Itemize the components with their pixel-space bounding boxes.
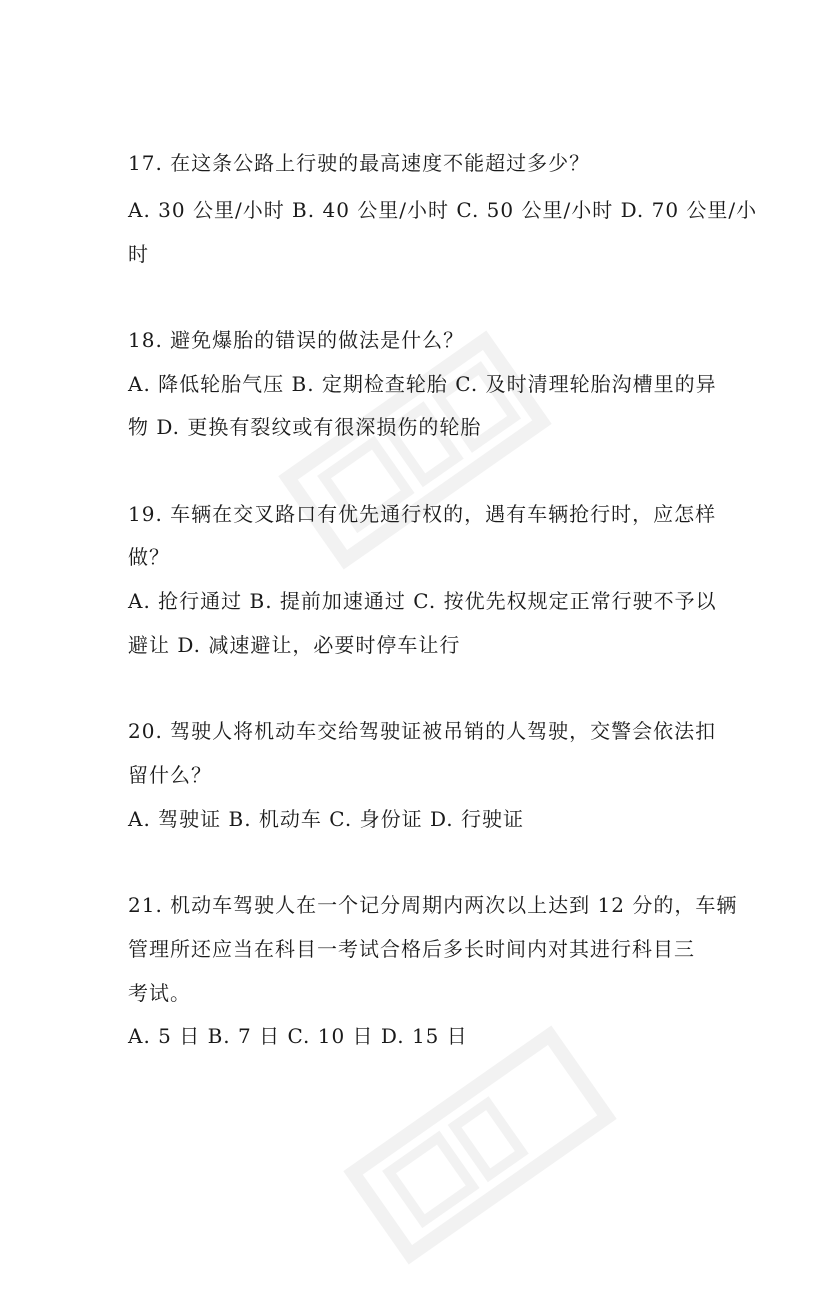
question-21-options-line-1: A. 5 日 B. 7 日 C. 10 日 D. 15 日 [128,1024,468,1048]
question-21-text-line-1: 21. 机动车驾驶人在一个记分周期内两次以上达到 12 分的，车辆 [128,893,738,917]
question-19-options-line-2: 避让 D. 减速避让，必要时停车让行 [128,633,461,657]
question-21-text-line-2: 管理所还应当在科目一考试合格后多长时间内对其进行科目三 [128,937,695,961]
question-17-options-line-2: 时 [128,242,149,266]
question-18-text: 18. 避免爆胎的错误的做法是什么？ [128,328,465,352]
question-19-text-line-1: 19. 车辆在交叉路口有优先通行权的，遇有车辆抢行时，应怎样 [128,502,717,526]
question-17-text: 17. 在这条公路上行驶的最高速度不能超过多少？ [128,151,591,175]
question-19-text-line-2: 做？ [128,545,170,569]
question-20-options-line-1: A. 驾驶证 B. 机动车 C. 身份证 D. 行驶证 [128,807,524,831]
question-18-options-line-1: A. 降低轮胎气压 B. 定期检查轮胎 C. 及时清理轮胎沟槽里的异 [128,372,717,396]
question-21-text-line-3: 考试。 [128,981,191,1005]
question-17-options-line-1: A. 30 公里/小时 B. 40 公里/小时 C. 50 公里/小时 D. 70 公里/小 [128,198,758,222]
question-20-text-line-2: 留什么？ [128,763,212,787]
question-18-options-line-2: 物 D. 更换有裂纹或有很深损伤的轮胎 [128,415,482,439]
question-19-options-line-1: A. 抢行通过 B. 提前加速通过 C. 按优先权规定正常行驶不予以 [128,589,717,613]
question-20-text-line-1: 20. 驾驶人将机动车交给驾驶证被吊销的人驾驶，交警会依法扣 [128,719,717,743]
